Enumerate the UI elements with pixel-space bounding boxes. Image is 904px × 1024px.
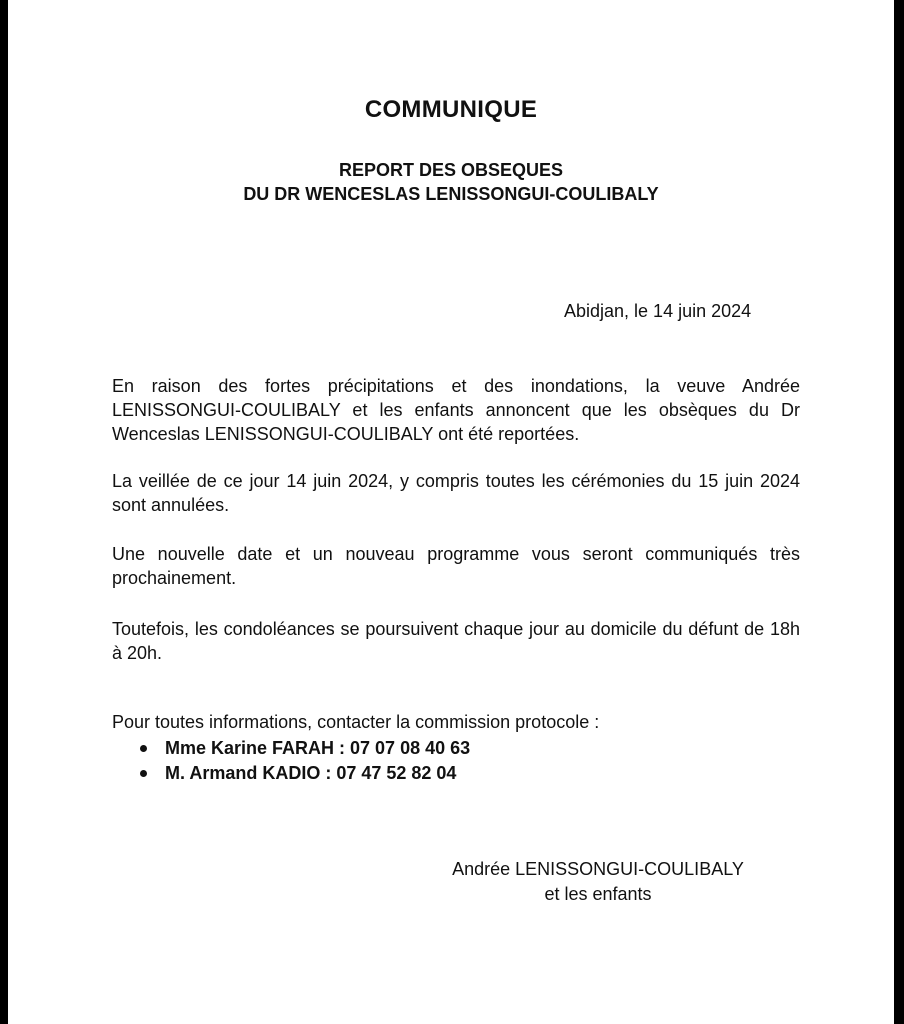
bullet-icon — [140, 745, 147, 752]
subtitle-line-1: REPORT DES OBSEQUES — [338, 160, 564, 180]
contact-list — [138, 736, 470, 786]
contact-intro: Pour toutes informations, contacter la commission protocole : — [112, 712, 600, 732]
contact-text: M. Armand KADIO : 07 47 52 82 04 — [165, 763, 457, 783]
paragraph-1: En raison des fortes précipitations et des inondations, la veuve Andrée LENISSONGUI-COULIBALY et les enfants annoncent que les obsèques du Dr Wenceslas LENISSONGUI-COULIBALY ont été reportées. — [112, 376, 800, 444]
contact-item-kadio — [138, 761, 470, 786]
signature-block — [418, 857, 778, 907]
signature-line-2: et les enfants — [544, 884, 652, 904]
paragraph-3: Une nouvelle date et un nouveau programme vous seront communiqués très prochainement. — [112, 544, 800, 588]
paragraph-4: Toutefois, les condoléances se poursuivent chaque jour au domicile du défunt de 18h à 20h. — [112, 619, 800, 663]
contact-text: Mme Karine FARAH : 07 07 08 40 63 — [165, 738, 471, 758]
paragraph-2: La veillée de ce jour 14 juin 2024, y compris toutes les cérémonies du 15 juin 2024 sont annulées. — [112, 471, 800, 515]
signature-line-1: Andrée LENISSONGUI-COULIBALY — [452, 859, 744, 879]
subtitle-line-2: DU DR WENCESLAS LENISSONGUI-COULIBALY — [243, 184, 659, 204]
document-subtitle — [8, 158, 894, 206]
contact-item-farah — [138, 736, 470, 761]
document-title: COMMUNIQUE — [364, 96, 538, 123]
bullet-icon — [140, 770, 147, 777]
document-page — [8, 0, 894, 1024]
date-line: Abidjan, le 14 juin 2024 — [564, 301, 752, 321]
